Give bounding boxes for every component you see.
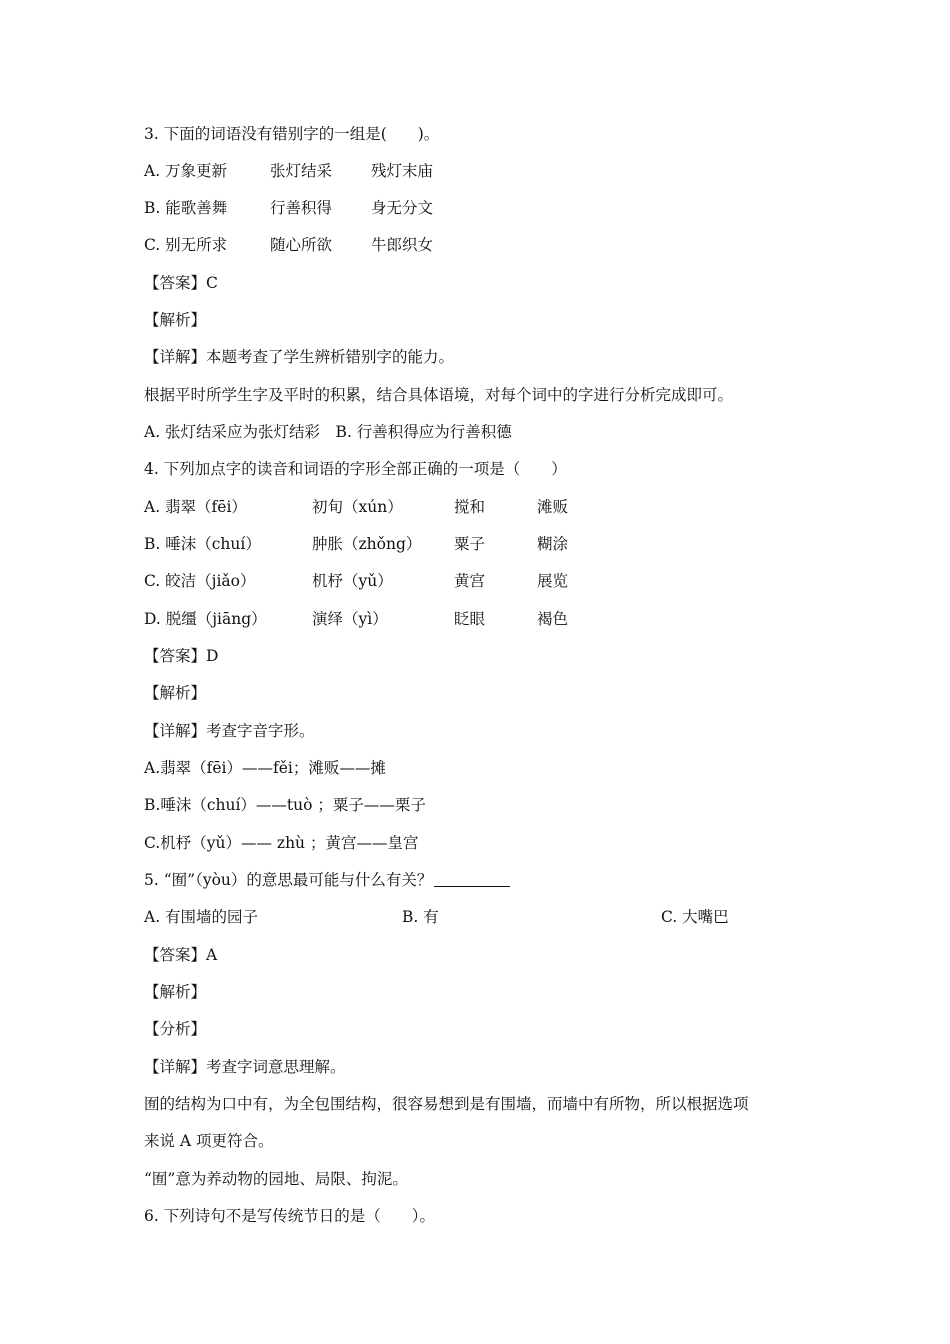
q3-option-c-word1: C. 别无所求 — [144, 236, 228, 254]
q4-option-b — [144, 534, 569, 554]
q5-answer-blank — [434, 872, 510, 887]
q4-note-a: A.翡翠（fēi）——fěi；滩贩——摊 — [144, 759, 386, 777]
q4-option-a-col4: 滩贩 — [537, 498, 569, 516]
q3-answer: 【答案】C — [144, 274, 218, 292]
q4-option-d-col3: 眨眼 — [454, 610, 486, 628]
q5-options — [144, 907, 729, 927]
q3-detail: 【详解】本题考查了学生辨析错别字的能力。 — [144, 348, 455, 366]
q4-option-b-col3: 粟子 — [454, 535, 486, 553]
q6-stem: 6. 下列诗句不是写传统节日的是（ ）。 — [144, 1207, 435, 1225]
q3-explanation: 根据平时所学生字及平时的积累，结合具体语境，对每个词中的字进行分析完成即可。 — [144, 386, 734, 404]
q5-stem: 5. “囿”（yòu）的意思最可能与什么有关？ — [144, 871, 433, 889]
q3-analysis-heading: 【解析】 — [144, 311, 207, 329]
q5-meaning: “囿”意为养动物的园地、局限、拘泥。 — [144, 1170, 408, 1188]
q4-option-d-col4: 褐色 — [537, 610, 569, 628]
q3-option-b — [144, 198, 434, 218]
q4-option-c-col4: 展览 — [537, 572, 569, 590]
q4-option-c — [144, 571, 569, 591]
q4-option-c-col1: C. 皎洁（jiǎo） — [144, 572, 256, 590]
q3-option-c — [144, 235, 434, 255]
q3-option-a-word3: 残灯末庙 — [371, 162, 434, 180]
q3-option-a — [144, 161, 434, 181]
q3-option-a-word2: 张灯结采 — [270, 162, 333, 180]
q3-option-c-word3: 牛郎织女 — [371, 236, 434, 254]
q4-option-d — [144, 609, 569, 629]
q5-option-b: B. 有 — [402, 908, 439, 926]
q4-analysis-heading: 【解析】 — [144, 684, 207, 702]
q3-corrections: A. 张灯结采应为张灯结彩 B. 行善积得应为行善积德 — [144, 423, 512, 441]
q4-option-b-col2: 肿胀（zhǒng） — [312, 535, 422, 553]
q5-option-c: C. 大嘴巴 — [661, 908, 729, 926]
q5-explanation-2: 来说 A 项更符合。 — [144, 1132, 274, 1150]
q5-detail: 【详解】考查字词意思理解。 — [144, 1058, 346, 1076]
q4-answer: 【答案】D — [144, 647, 219, 665]
q5-option-a: A. 有围墙的园子 — [144, 908, 259, 926]
q4-note-b: B.唾沫（chuí）——tuò ；粟子——栗子 — [144, 796, 426, 814]
q4-option-d-col1: D. 脱缰（jiāng） — [144, 610, 267, 628]
q5-answer: 【答案】A — [144, 946, 218, 964]
q5-stem-line — [144, 870, 510, 890]
q4-option-a-col3: 搅和 — [454, 498, 486, 516]
q5-explanation-1: 囿的结构为口中有，为全包围结构，很容易想到是有围墙，而墙中有所物，所以根据选项 — [144, 1095, 749, 1113]
q4-option-b-col1: B. 唾沫（chuí） — [144, 535, 261, 553]
q4-option-c-col3: 黄宫 — [454, 572, 486, 590]
q4-option-a — [144, 497, 569, 517]
q4-stem: 4. 下列加点字的读音和词语的字形全部正确的一项是（ ） — [144, 460, 567, 478]
q3-option-c-word2: 随心所欲 — [270, 236, 333, 254]
q5-analysis-heading: 【解析】 — [144, 983, 207, 1001]
q4-option-d-col2: 演绎（yì） — [312, 610, 388, 628]
q3-option-b-word3: 身无分文 — [371, 199, 434, 217]
q3-option-a-word1: A. 万象更新 — [144, 162, 228, 180]
q3-option-b-word1: B. 能歌善舞 — [144, 199, 228, 217]
q3-stem: 3. 下面的词语没有错别字的一组是( )。 — [144, 125, 440, 143]
q4-option-a-col2: 初旬（xún） — [312, 498, 403, 516]
q5-fenxi-heading: 【分析】 — [144, 1020, 207, 1038]
q4-option-c-col2: 机杼（yǔ） — [312, 572, 393, 590]
q3-option-b-word2: 行善积得 — [270, 199, 333, 217]
q4-note-c: C.机杼（yǔ）—— zhù ；黄宫——皇宫 — [144, 834, 419, 852]
q4-option-a-col1: A. 翡翠（fēi） — [144, 498, 247, 516]
q4-option-b-col4: 糊涂 — [537, 535, 569, 553]
q4-detail: 【详解】考查字音字形。 — [144, 722, 315, 740]
